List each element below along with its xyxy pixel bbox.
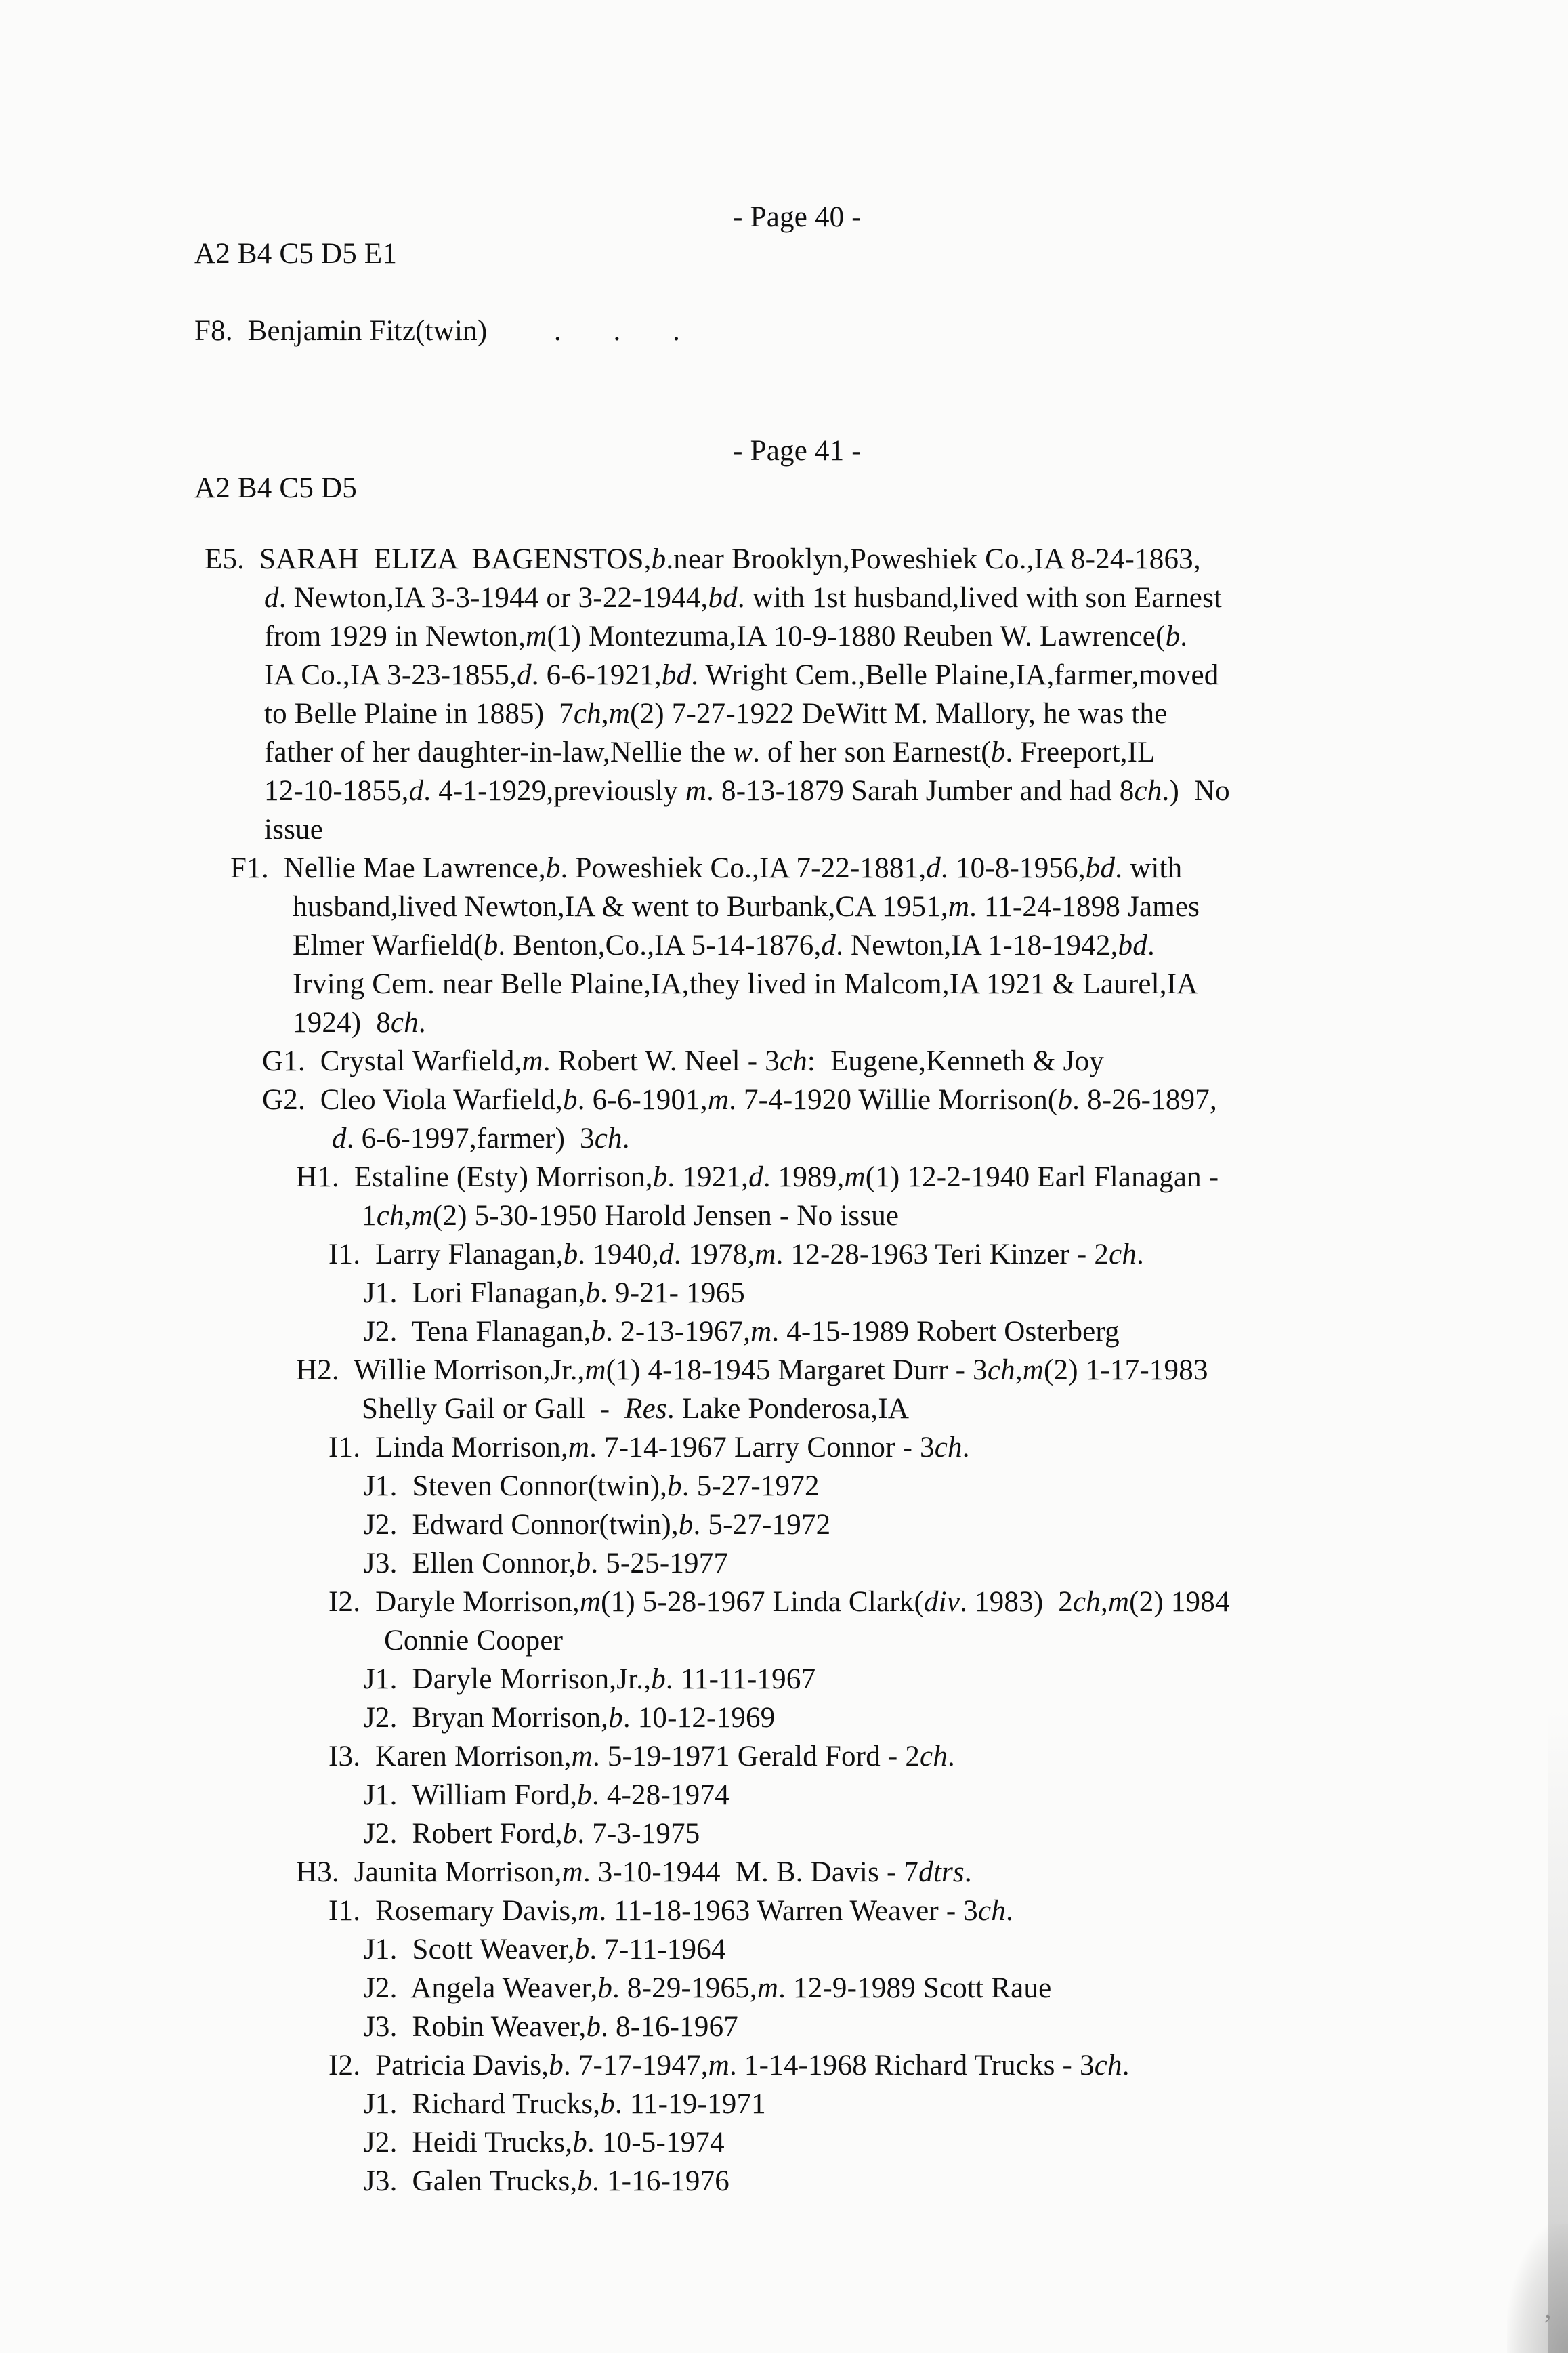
genealogy-line: 1ch,m(2) 5-30-1950 Harold Jensen - No issue — [362, 1200, 899, 1232]
genealogy-line: Irving Cem. near Belle Plaine,IA,they lived in Malcom,IA 1921 & Laurel,IA — [293, 968, 1198, 1000]
genealogy-line: d. Newton,IA 3-3-1944 or 3-22-1944,bd. with 1st husband,lived with son Earnest — [264, 582, 1223, 614]
genealogy-line: E5. SARAH ELIZA BAGENSTOS,b.near Brooklyn,Poweshiek Co.,IA 8-24-1863, — [205, 543, 1201, 575]
genealogy-line: J2. Edward Connor(twin),b. 5-27-1972 — [364, 1509, 831, 1541]
genealogy-line: J1. William Ford,b. 4-28-1974 — [364, 1779, 729, 1811]
genealogy-line: husband,lived Newton,IA & went to Burbank,CA 1951,m. 11-24-1898 James — [293, 891, 1200, 923]
scan-corner-shadow — [1507, 2224, 1568, 2353]
genealogy-line: G2. Cleo Viola Warfield,b. 6-6-1901,m. 7-4-1920 Willie Morrison(b. 8-26-1897, — [262, 1084, 1217, 1116]
genealogy-line: I2. Daryle Morrison,m(1) 5-28-1967 Linda Clark(div. 1983) 2ch,m(2) 1984 — [329, 1586, 1230, 1618]
genealogy-line: I1. Linda Morrison,m. 7-14-1967 Larry Connor - 3ch. — [329, 1432, 970, 1463]
genealogy-line: J2. Robert Ford,b. 7-3-1975 — [364, 1818, 700, 1850]
genealogy-line: J2. Angela Weaver,b. 8-29-1965,m. 12-9-1989 Scott Raue — [364, 1972, 1052, 2004]
genealogy-line: J1. Richard Trucks,b. 11-19-1971 — [364, 2088, 766, 2120]
genealogy-line: to Belle Plaine in 1885) 7ch,m(2) 7-27-1922 DeWitt M. Mallory, he was the — [264, 698, 1168, 730]
genealogy-line: 12-10-1855,d. 4-1-1929,previously m. 8-13-1879 Sarah Jumber and had 8ch.) No — [264, 775, 1230, 807]
genealogy-line: J3. Robin Weaver,b. 8-16-1967 — [364, 2011, 738, 2043]
genealogy-line: H2. Willie Morrison,Jr.,m(1) 4-18-1945 Margaret Durr - 3ch,m(2) 1-17-1983 — [296, 1354, 1208, 1386]
genealogy-entry-lines — [194, 540, 1495, 2201]
genealogy-line: from 1929 in Newton,m(1) Montezuma,IA 10-9-1880 Reuben W. Lawrence(b. — [264, 621, 1188, 652]
genealogy-line: J2. Heidi Trucks,b. 10-5-1974 — [364, 2127, 725, 2159]
genealogy-line: I1. Rosemary Davis,m. 11-18-1963 Warren Weaver - 3ch. — [329, 1895, 1013, 1927]
genealogy-line: J1. Steven Connor(twin),b. 5-27-1972 — [364, 1470, 820, 1502]
genealogy-line: J2. Tena Flanagan,b. 2-13-1967,m. 4-15-1989 Robert Osterberg — [364, 1316, 1120, 1348]
genealogy-line: d. 6-6-1997,farmer) 3ch. — [332, 1123, 630, 1154]
genealogy-line: I3. Karen Morrison,m. 5-19-1971 Gerald Ford - 2ch. — [329, 1741, 955, 1772]
genealogy-line: J1. Scott Weaver,b. 7-11-1964 — [364, 1934, 726, 1965]
genealogy-line: issue — [264, 814, 323, 846]
genealogy-line: J2. Bryan Morrison,b. 10-12-1969 — [364, 1702, 776, 1734]
genealogy-line: H1. Estaline (Esty) Morrison,b. 1921,d. 1989,m(1) 12-2-1940 Earl Flanagan - — [296, 1161, 1219, 1193]
lineage-code-page41: A2 B4 C5 D5 — [194, 472, 357, 504]
page-number-header-41: - Page 41 - — [733, 435, 862, 467]
genealogy-line: father of her daughter-in-law,Nellie the w. of her son Earnest(b. Freeport,IL — [264, 736, 1156, 768]
genealogy-line: F1. Nellie Mae Lawrence,b. Poweshiek Co.,IA 7-22-1881,d. 10-8-1956,bd. with — [230, 852, 1183, 884]
genealogy-line: 1924) 8ch. — [293, 1007, 426, 1039]
page-number-header-40: - Page 40 - — [733, 201, 862, 233]
genealogy-line: G1. Crystal Warfield,m. Robert W. Neel - 3ch: Eugene,Kenneth & Joy — [262, 1045, 1104, 1077]
genealogy-line: I1. Larry Flanagan,b. 1940,d. 1978,m. 12-28-1963 Teri Kinzer - 2ch. — [329, 1238, 1145, 1270]
genealogy-line: IA Co.,IA 3-23-1855,d. 6-6-1921,bd. Wright Cem.,Belle Plaine,IA,farmer,moved — [264, 659, 1219, 691]
genealogy-line: I2. Patricia Davis,b. 7-17-1947,m. 1-14-1968 Richard Trucks - 3ch. — [329, 2049, 1130, 2081]
genealogy-line: J3. Ellen Connor,b. 5-25-1977 — [364, 1547, 729, 1579]
genealogy-line: J3. Galen Trucks,b. 1-16-1976 — [364, 2165, 729, 2197]
genealogy-line: H3. Jaunita Morrison,m. 3-10-1944 M. B. Davis - 7dtrs. — [296, 1856, 972, 1888]
genealogy-line: Elmer Warfield(b. Benton,Co.,IA 5-14-1876,d. Newton,IA 1-18-1942,bd. — [293, 930, 1155, 961]
genealogy-line: J1. Lori Flanagan,b. 9-21- 1965 — [364, 1277, 745, 1309]
lineage-code-page40: A2 B4 C5 D5 E1 — [194, 238, 398, 270]
genealogy-line: Connie Cooper — [384, 1625, 564, 1657]
scan-speck-mark — [1543, 2309, 1552, 2341]
genealogy-line: Shelly Gail or Gall - Res. Lake Ponderosa,IA — [362, 1393, 910, 1425]
genealogy-entry-f8: F8. Benjamin Fitz(twin) . . . — [194, 315, 681, 347]
genealogy-line: J1. Daryle Morrison,Jr.,b. 11-11-1967 — [364, 1663, 816, 1695]
